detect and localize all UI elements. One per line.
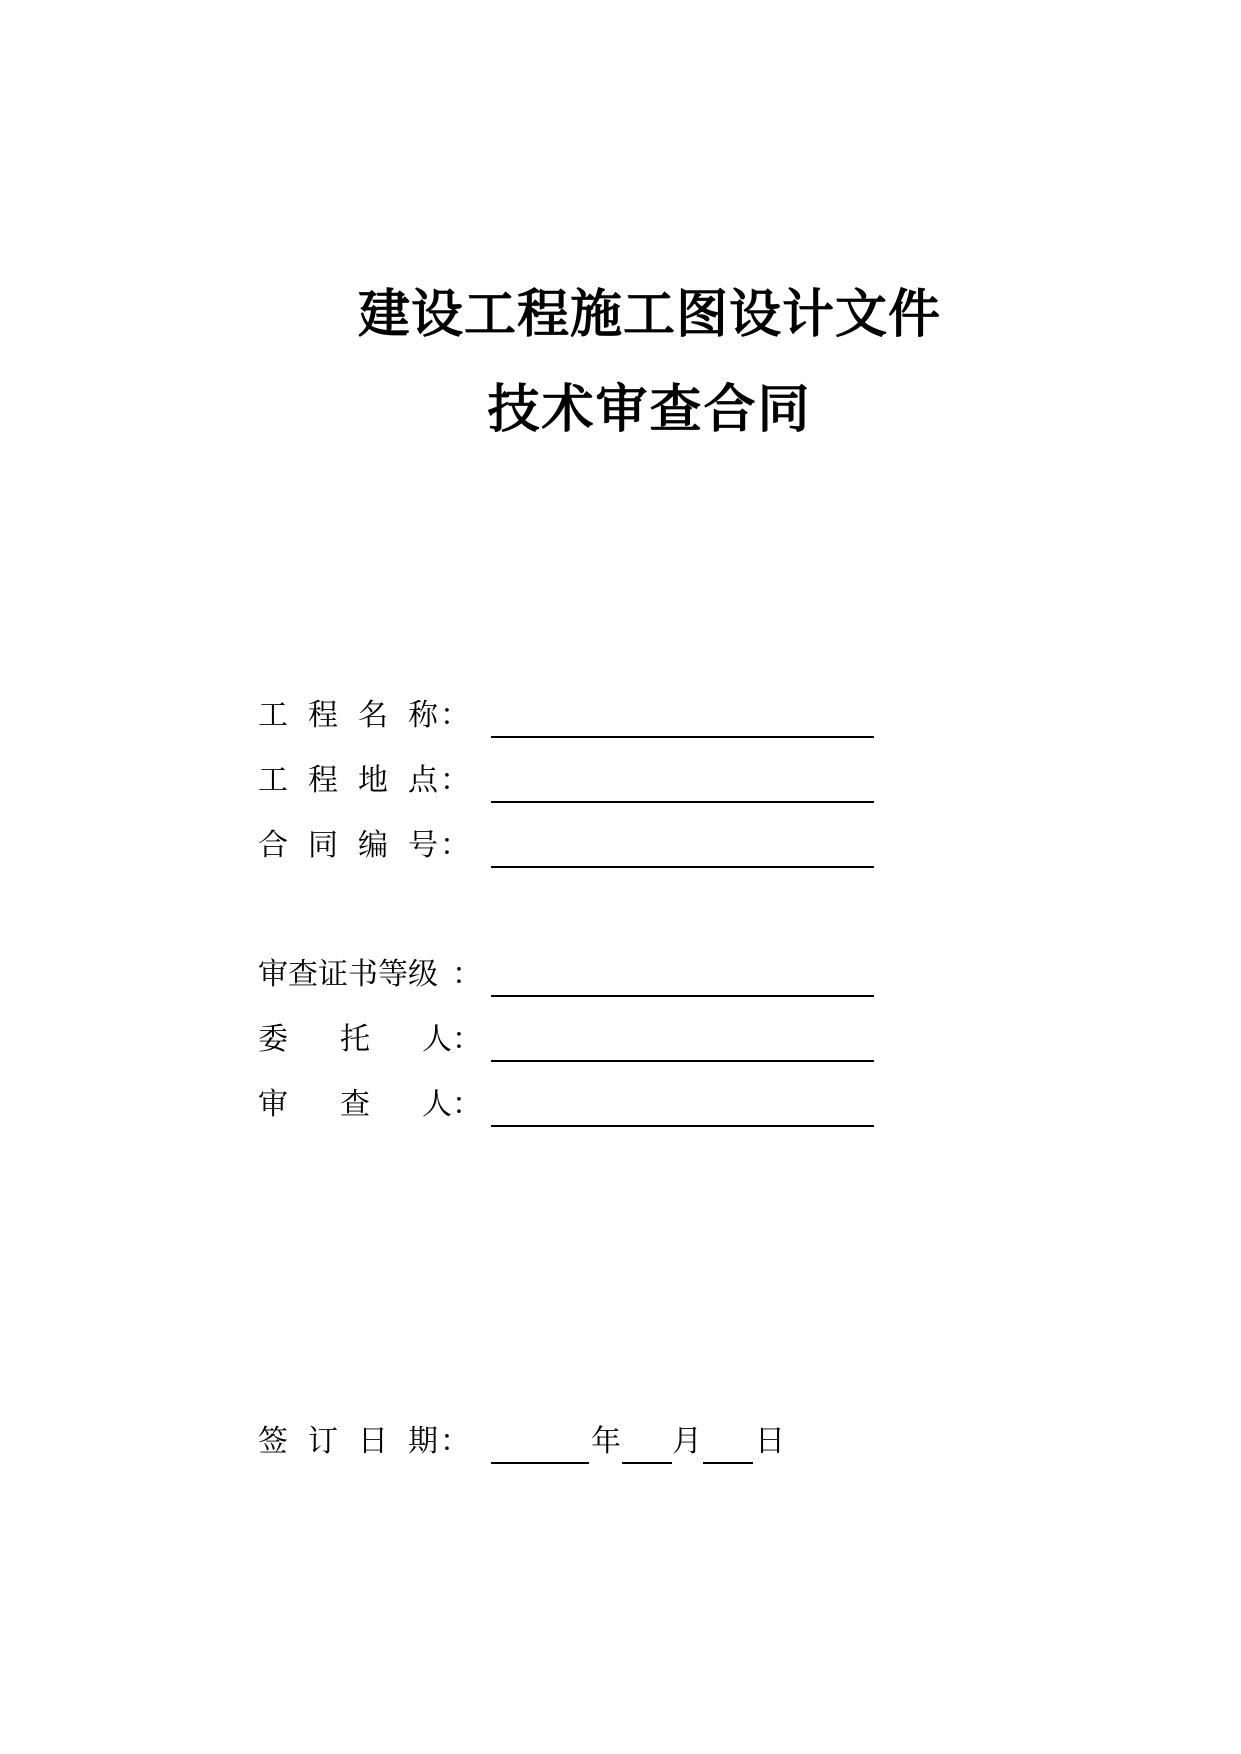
document-title-line-1: 建设工程施工图设计文件 xyxy=(357,284,941,345)
label-char: 托 xyxy=(340,1022,370,1057)
label-text: 审查证书等级 xyxy=(258,957,438,992)
reviewer-blank-line[interactable] xyxy=(491,1125,874,1127)
certificate-grade-field xyxy=(258,953,878,997)
label-char: 号 xyxy=(408,828,438,863)
label-char: 日 xyxy=(358,1424,388,1459)
year-unit: 年 xyxy=(591,1424,621,1459)
label-char: 合 xyxy=(258,828,288,863)
label-colon: ： xyxy=(452,1022,482,1057)
label-char: 点 xyxy=(408,763,438,798)
label-colon: ： xyxy=(440,1424,470,1459)
label-char: 程 xyxy=(308,763,338,798)
label-char: 审 xyxy=(258,1087,288,1122)
label-char: 订 xyxy=(308,1424,338,1459)
label-char: 人 xyxy=(422,1022,452,1057)
label-colon: ： xyxy=(452,1087,482,1122)
label-colon: ： xyxy=(452,957,482,992)
month-unit: 月 xyxy=(672,1424,702,1459)
label-char: 地 xyxy=(358,763,388,798)
label-colon: ： xyxy=(440,828,470,863)
label-char: 程 xyxy=(308,698,338,733)
label-char: 工 xyxy=(258,698,288,733)
label-char: 名 xyxy=(358,698,388,733)
label-colon: ： xyxy=(440,763,470,798)
signing-year-blank-line[interactable] xyxy=(491,1462,589,1464)
label-char: 期 xyxy=(408,1424,438,1459)
label-char: 签 xyxy=(258,1424,288,1459)
document-title-line-2: 技术审查合同 xyxy=(487,379,812,440)
contract-number-blank-line[interactable] xyxy=(491,866,874,868)
label-char: 编 xyxy=(358,828,388,863)
signing-day-blank-line[interactable] xyxy=(703,1462,753,1464)
reviewer-field xyxy=(258,1083,878,1127)
project-name-blank-line[interactable] xyxy=(491,736,874,738)
project-location-field xyxy=(258,759,878,803)
day-unit: 日 xyxy=(755,1424,785,1459)
label-char: 查 xyxy=(340,1087,370,1122)
project-name-field xyxy=(258,694,878,738)
client-blank-line[interactable] xyxy=(491,1060,874,1062)
client-field xyxy=(258,1018,878,1062)
label-char: 工 xyxy=(258,763,288,798)
label-char: 同 xyxy=(308,828,338,863)
signing-date-field xyxy=(258,1420,818,1464)
project-location-blank-line[interactable] xyxy=(491,801,874,803)
contract-number-field xyxy=(258,824,878,868)
certificate-grade-blank-line[interactable] xyxy=(491,995,874,997)
label-char: 称 xyxy=(408,698,438,733)
label-char: 委 xyxy=(258,1022,288,1057)
label-colon: ： xyxy=(440,698,470,733)
label-char: 人 xyxy=(422,1087,452,1122)
signing-month-blank-line[interactable] xyxy=(622,1462,672,1464)
